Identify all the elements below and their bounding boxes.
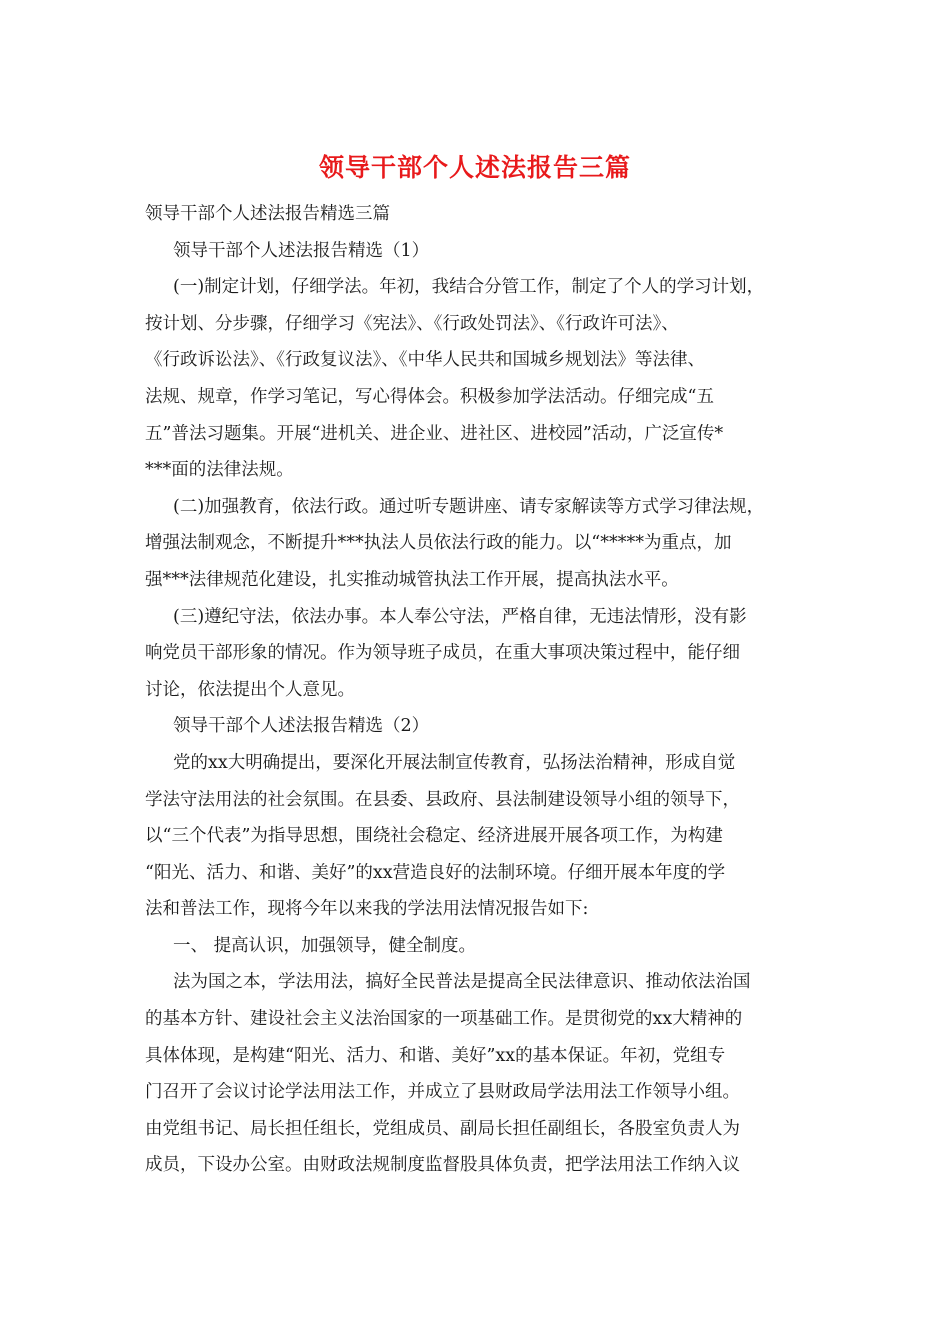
body-line: 增强法制观念，不断提升***执法人员依法行政的能力。以“*****为重点，加 [145, 533, 732, 554]
body-line: 强***法律规范化建设，扎实推动城管执法工作开展，提高执法水平。 [145, 569, 679, 590]
body-line: 《行政诉讼法》、《行政复议法》、《中华人民共和国城乡规划法》等法律、 [145, 350, 705, 371]
body-line: ***面的法律法规。 [145, 460, 294, 481]
body-line: 由党组书记、局长担任组长，党组成员、副局长担任副组长，各股室负责人为 [145, 1118, 740, 1139]
body-line: 法为国之本，学法用法，搞好全民普法是提高全民法律意识、推动依法治国 [173, 972, 751, 993]
body-line: 领导干部个人述法报告精选三篇 [145, 204, 390, 224]
body-line: 法和普法工作，现将今年以来我的学法用法情况报告如下: [145, 899, 589, 920]
body-line: 法规、规章，作学习笔记，写心得体会。积极参加学法活动。仔细完成“五 [145, 386, 714, 407]
body-line: “阳光、活力、和谐、美好”的xx营造良好的法制环境。仔细开展本年度的学 [145, 862, 726, 883]
body-line: 的基本方针、建设社会主义法治国家的一项基础工作。是贯彻党的xx大精神的 [145, 1009, 743, 1030]
body-line: 响党员干部形象的情况。作为领导班子成员，在重大事项决策过程中，能仔细 [145, 643, 740, 664]
document-title: 领导干部个人述法报告三篇 [318, 153, 631, 182]
body-line: 按计划、分步骤，仔细学习《宪法》、《行政处罚法》、《行政许可法》、 [145, 313, 679, 334]
body-line: 具体体现，是构建“阳光、活力、和谐、美好”xx的基本保证。年初，党组专 [145, 1045, 726, 1066]
body-line: 党的xx大明确提出，要深化开展法制宣传教育，弘扬法治精神，形成自觉 [173, 752, 736, 773]
body-line: 成员，下设办公室。由财政法规制度监督股具体负责，把学法用法工作纳入议 [145, 1155, 740, 1176]
body-line: 领导干部个人述法报告精选（1） [173, 240, 430, 261]
body-line: (二)加强教育，依法行政。通过听专题讲座、请专家解读等方式学习律法规， [173, 496, 765, 517]
body-line: 一、 提高认识，加强领导，健全制度。 [173, 935, 477, 956]
body-line: 学法守法用法的社会氛围。在县委、县政府、县法制建设领导小组的领导下， [145, 789, 740, 810]
body-line: 五”普法习题集。开展“进机关、进企业、进社区、进校园”活动，广泛宣传* [145, 423, 724, 444]
body-line: 领导干部个人述法报告精选（2） [173, 716, 430, 737]
body-line: 讨论，依法提出个人意见。 [145, 679, 355, 700]
body-line: 以“三个代表”为指导思想，围绕社会稳定、经济进展开展各项工作，为构建 [145, 826, 723, 847]
body-line: (一)制定计划，仔细学法。年初，我结合分管工作，制定了个人的学习计划， [173, 277, 765, 298]
body-line: 门召开了会议讨论学法用法工作，并成立了县财政局学法用法工作领导小组。 [145, 1082, 740, 1103]
document-body [145, 196, 815, 1184]
body-line: (三)遵纪守法，依法办事。本人奉公守法，严格自律，无违法情形，没有影 [173, 606, 747, 627]
